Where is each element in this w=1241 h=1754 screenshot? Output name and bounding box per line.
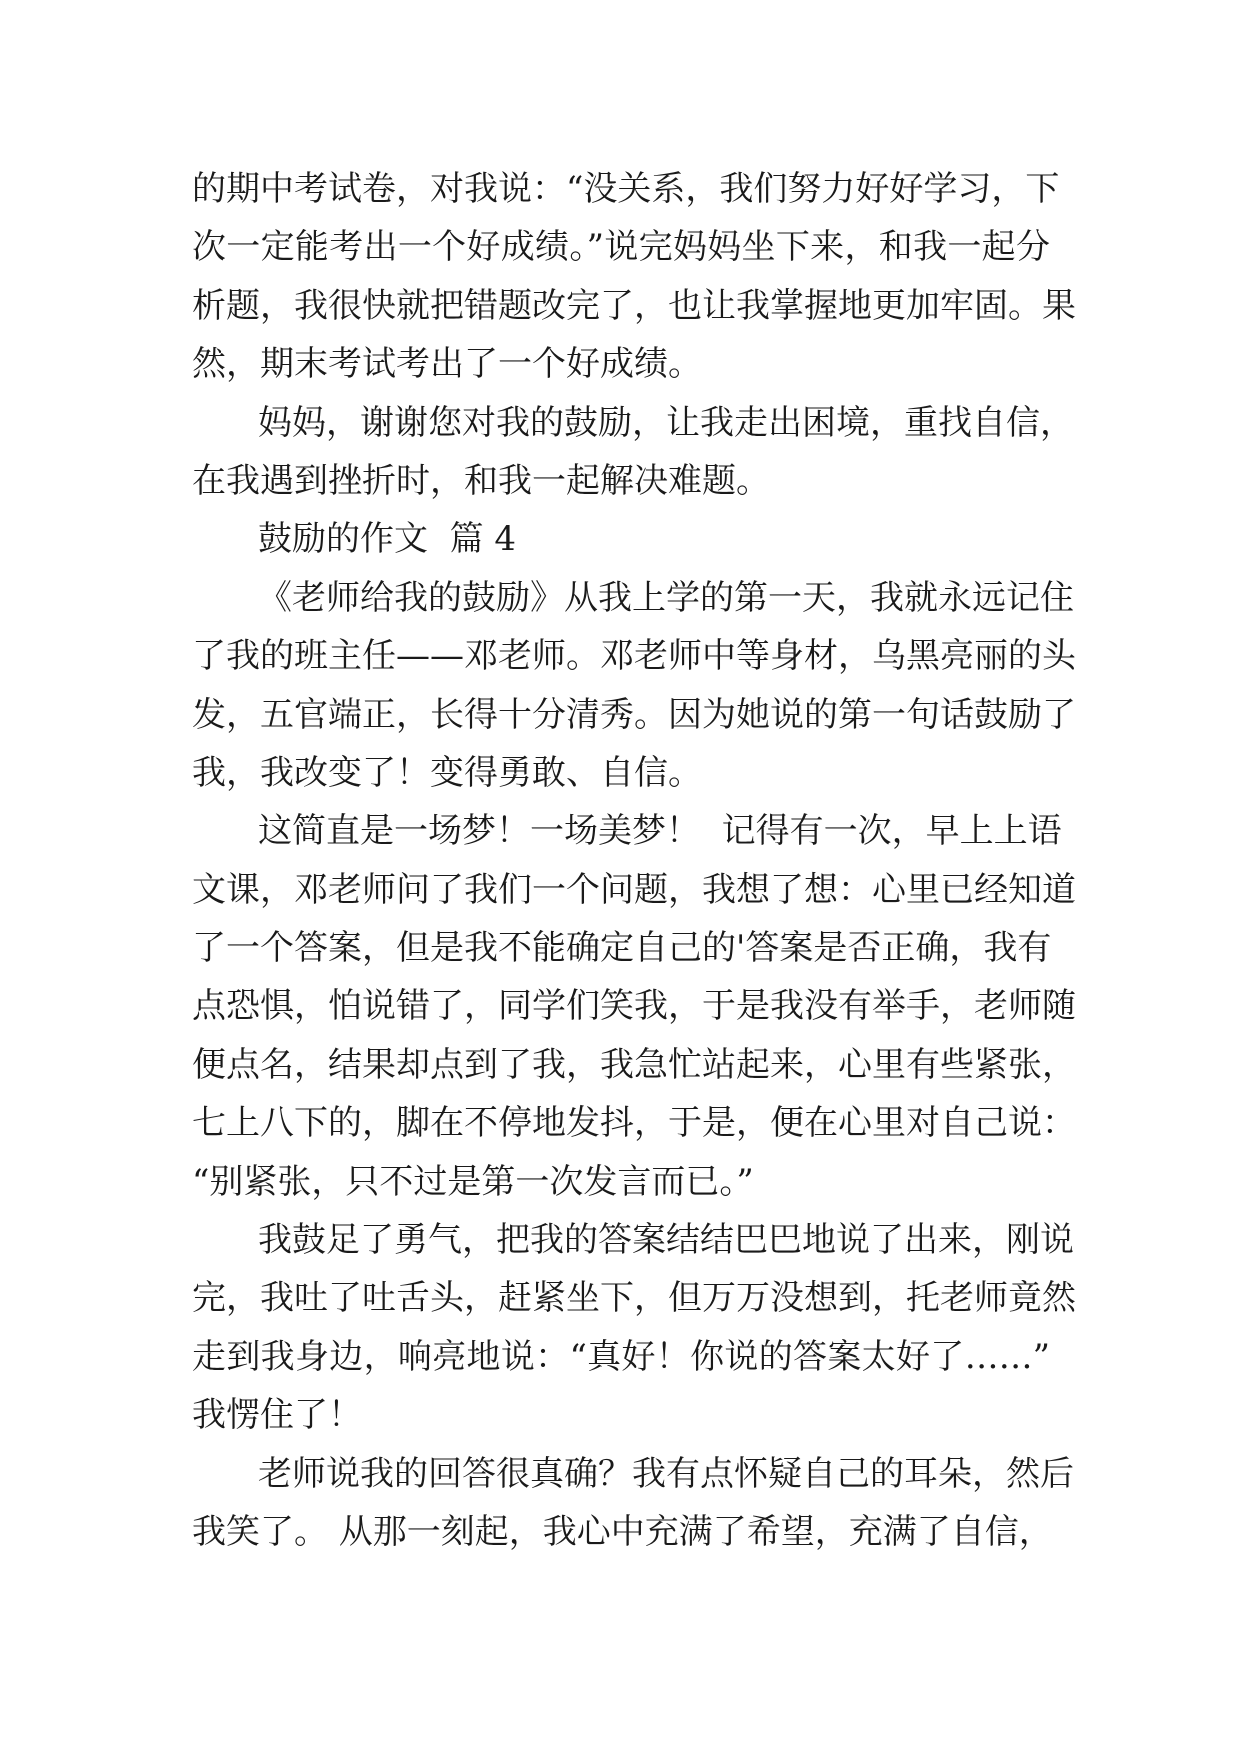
heading-text: 鼓励的作文 篇 4 xyxy=(258,519,517,560)
text-line: 妈妈，谢谢您对我的鼓励，让我走出困境，重找自信， xyxy=(258,402,1074,443)
text-line: “别紧张，只不过是第一次发言而已。” xyxy=(192,1161,754,1202)
text-line: 我笑了。 从那一刻起，我心中充满了希望，充满了自信， xyxy=(192,1511,1053,1552)
paragraph xyxy=(192,569,1076,803)
text-line: 在我遇到挫折时，和我一起解决难题。 xyxy=(192,460,770,501)
text-line: 七上八下的，脚在不停地发抖，于是，便在心里对自己说： xyxy=(192,1103,1076,1144)
section-heading xyxy=(192,510,1050,568)
text-line: 然，期末考试考出了一个好成绩。 xyxy=(192,344,702,385)
text-line: 便点名，结果却点到了我，我急忙站起来，心里有些紧张， xyxy=(192,1044,1076,1085)
paragraph xyxy=(192,1445,1074,1562)
text-line: 了一个答案，但是我不能确定自己的'答案是否正确，我有 xyxy=(192,928,1052,969)
paragraph xyxy=(192,802,1076,1211)
text-line: 的期中考试卷，对我说：“没关系，我们努力好好学习，下 xyxy=(192,169,1060,209)
text-line: 我鼓足了勇气，把我的答案结结巴巴地说了出来，刚说 xyxy=(258,1220,1074,1261)
text-line: 析题，我很快就把错题改完了，也让我掌握地更加牢固。果 xyxy=(192,285,1076,326)
text-line: 老师说我的回答很真确？我有点怀疑自己的耳朵，然后 xyxy=(258,1453,1074,1494)
document-body xyxy=(192,160,1076,1561)
text-line: 走到我身边，响亮地说：“真好！你说的答案太好了……” xyxy=(192,1336,1050,1377)
text-line: 点恐惧，怕说错了，同学们笑我，于是我没有举手，老师随 xyxy=(192,986,1076,1027)
text-line: 次一定能考出一个好成绩。”说完妈妈坐下来，和我一起分 xyxy=(192,227,1050,268)
text-line: 发，五官端正，长得十分清秀。因为她说的第一句话鼓励了 xyxy=(192,694,1076,735)
text-line: 文课，邓老师问了我们一个问题，我想了想：心里已经知道 xyxy=(192,869,1076,910)
text-line: 了我的班主任——邓老师。邓老师中等身材，乌黑亮丽的头 xyxy=(192,636,1076,677)
text-line: 这简直是一场梦！一场美梦！ 记得有一次，早上上语 xyxy=(258,811,1062,852)
paragraph xyxy=(192,394,1074,511)
paragraph xyxy=(192,1211,1076,1445)
text-line: 《老师给我的鼓励》从我上学的第一天，我就永远记住 xyxy=(258,577,1074,618)
text-line: 我，我改变了！变得勇敢、自信。 xyxy=(192,752,702,793)
paragraph xyxy=(192,160,1076,394)
text-line: 完，我吐了吐舌头，赶紧坐下，但万万没想到，托老师竟然 xyxy=(192,1278,1076,1319)
text-line: 我愣住了！ xyxy=(192,1395,362,1436)
